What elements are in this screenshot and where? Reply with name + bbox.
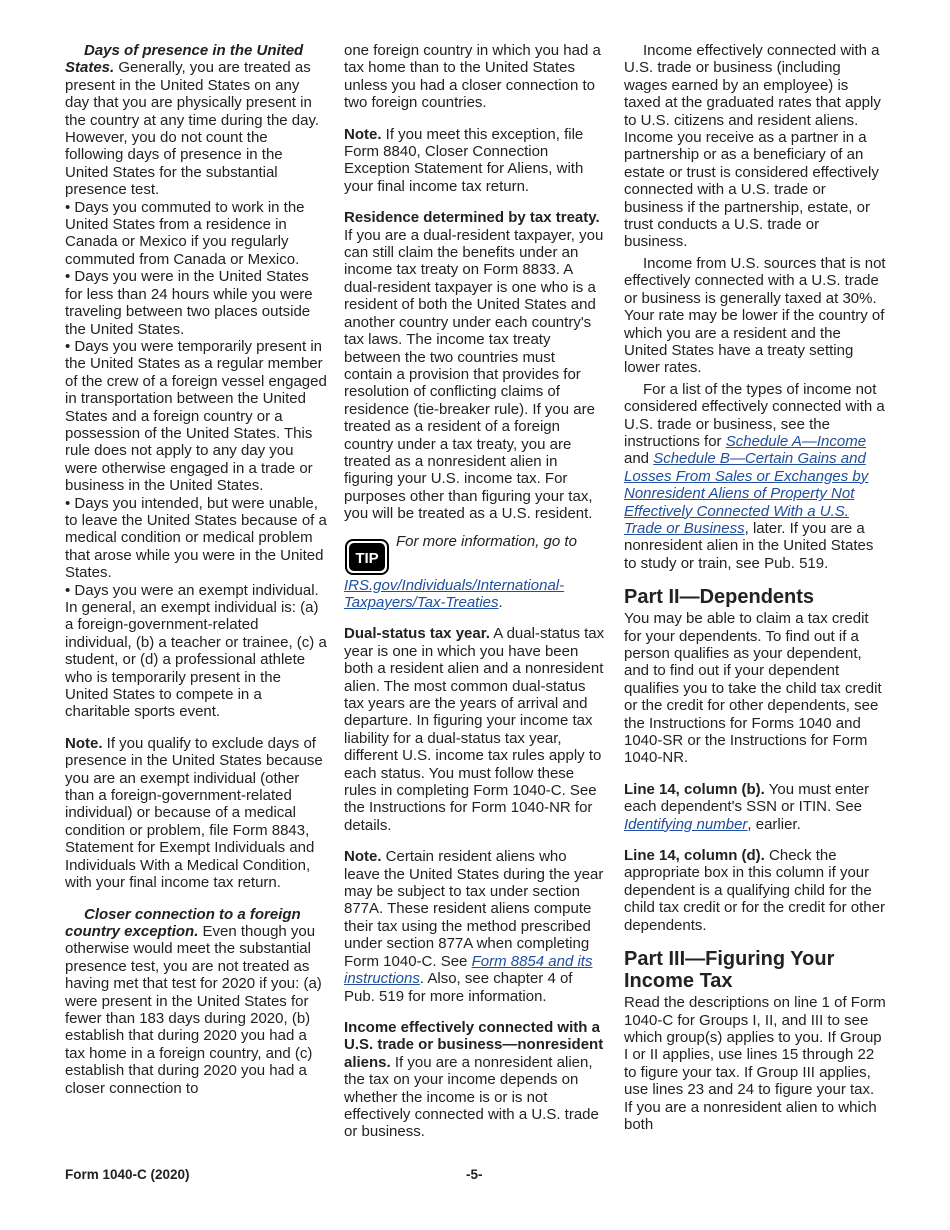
treaty-heading: Residence determined by tax treaty. xyxy=(344,209,600,227)
dual-status-heading: Dual-status tax year. xyxy=(344,625,490,643)
part-3-body: Read the descriptions on line 1 of Form 1040-C for Groups I, II, and III to see which group(s) applies to you. If Group I or II applies, use lines 15 through 22 to figure your tax. If Group III applies, use lines 23 and 24 to figure your tax. If you are a nonresident alien to which both xyxy=(624,994,886,1133)
note-body: If you meet this exception, file Form 8840, Closer Connection Exception Statement for Aliens, with your final income tax return. xyxy=(344,125,584,195)
presence-paragraph xyxy=(65,42,327,199)
tip-text: For more information, go to xyxy=(396,532,577,550)
line-14d-body: Check the appropriate box in this column if your dependent is a qualifying child for the child tax credit or for the credit for other dependents. xyxy=(624,847,885,934)
dual-status-body: A dual-status tax year is one in which you have been both a resident alien and a nonresident alien. The most common dual-status tax years are the years of arrival and departure. In figuring your income tax liability for a dual-status tax year, different U.S. income tax rules apply to each status. You must follow these rules in completing Form 1040-C. See the Instructions for Form 1040-NR for details. xyxy=(344,625,605,834)
identifying-number-link[interactable]: Identifying number xyxy=(624,815,748,833)
fdap-paragraph: Income from U.S. sources that is not effectively connected with a U.S. trade or business is generally taxed at 30%. Your rate may be lower if the country of which you are a resident and the United States have a treaty setting lower rates. xyxy=(624,254,886,377)
eci-body: If you are a nonresident alien, the tax on your income depends on whether the income is or is not effectively connected with a U.S. trade or business. xyxy=(344,1053,599,1141)
line-14b-paragraph xyxy=(624,781,886,833)
schedule-a-link[interactable]: Schedule A—Income xyxy=(725,432,867,450)
column-1 xyxy=(65,42,327,1097)
continued-paragraph: one foreign country in which you had a tax home than to the United States unless you had a closer connection to two foreign countries. xyxy=(344,42,601,112)
eci-rates-paragraph: Income effectively connected with a U.S. trade or business (including wages earned by an employee) is taxed at the graduated rates that apply to U.S. citizens and resident aliens. Income you receive as a partner in a partnership or as a beneficiary of an estate or trust is considered effectively connected with a U.S. trade or business if the partnership, estate, or trust conducts a U.S. trade or business. xyxy=(624,42,881,251)
line-14d-heading: Line 14, column (d). xyxy=(624,847,765,865)
bullet-crew: • Days you were temporarily present in the United States as a regular member of the crew of a foreign vessel engaged in transportation between the United States and a foreign country or a possession of the United States. This rule does not apply to any day you were otherwise engaged in a trade or business in the United States. xyxy=(65,338,327,495)
note-8840-paragraph xyxy=(344,126,606,196)
closer-connection-paragraph xyxy=(65,906,327,1097)
bullet-exempt: • Days you were an exempt individual. In general, an exempt individual is: (a) a foreign-government-related individual, (b) a teacher or trainee, (c) a student, or (d) a professional athlete who is temporarily present in the United States to compete in a charitable sports event. xyxy=(65,582,327,721)
tip-icon xyxy=(344,537,390,577)
closer-connection-heading: Closer connection to a foreign country exception. xyxy=(65,905,301,940)
line-14b-heading: Line 14, column (b). xyxy=(624,780,765,798)
treaty-paragraph xyxy=(344,209,606,522)
tip-box xyxy=(344,533,606,612)
schedule-b-link[interactable]: Schedule B—Certain Gains and Losses From Sales or Exchanges by Nonresident Aliens of Property Not Effectively Connected With a U.S. Trade or Business xyxy=(624,450,869,537)
line-14d-paragraph xyxy=(624,847,886,934)
form-footer: Form 1040-C (2020) xyxy=(65,1167,190,1182)
note-heading: Note. xyxy=(344,848,382,866)
note-exempt-paragraph xyxy=(65,735,327,892)
line-14b-end: , earlier. xyxy=(747,815,801,833)
bullet-transit: • Days you were in the United States for less than 24 hours while you were traveling between two places outside the United States. xyxy=(65,268,327,338)
part-3-heading: Part III—Figuring Your Income Tax xyxy=(624,948,835,993)
part-2-body: You may be able to claim a tax credit for your dependents. To find out if a person qualifies as your dependent, and to find out if your dependent qualifies you to take the child tax credit or the credit for other dependents, see the Instructions for Forms 1040 and 1040-SR or the Instructions for Form 1040-NR. xyxy=(624,610,882,767)
closer-connection-body: Even though you otherwise would meet the substantial presence test, you are not treated as having met that test for 2020 if you: (a) were present in the United States for fewer than 183 days during 2020, (b) establish that during 2020 you had a tax home in a foreign country, and (c) establish that during 2020 you had a closer connection to xyxy=(65,922,322,1097)
bullet-commute: • Days you commuted to work in the United States from a residence in Canada or Mexico if you regularly commuted from Canada or Mexico. xyxy=(65,199,327,269)
note-body: If you qualify to exclude days of presence in the United States because you are an exempt individual (other than a foreign-government-related individual) or because of a medical condition or problem, file Form 8843, Statement for Exempt Individuals and Individuals With a Medical Condition, with your final income tax return. xyxy=(65,734,323,892)
income-types-end: , later. If you are a nonresident alien in the United States to study or train, see Pub. 519. xyxy=(624,519,874,572)
page-number: -5- xyxy=(466,1167,483,1182)
note-877a-paragraph xyxy=(344,848,606,1005)
presence-body: Generally, you are treated as present in the United States on any day that you are physically present in the country at any time during the day. However, you do not count the following days of presence in the United States for the substantial presence test. xyxy=(65,59,320,199)
note-heading: Note. xyxy=(344,125,382,143)
income-types-start: For a list of the types of income not considered effectively connected with a U.S. trade or business, see the instructions for xyxy=(624,380,885,450)
tax-treaties-link[interactable]: IRS.gov/Individuals/International-Taxpayers/Tax-Treaties xyxy=(344,576,565,611)
tip-label: TIP xyxy=(355,549,379,567)
line-14b-body: You must enter each dependent's SSN or ITIN. See xyxy=(624,780,870,816)
eci-paragraph xyxy=(344,1019,606,1141)
form-8854-link[interactable]: Form 8854 and its instructions xyxy=(344,952,593,988)
note-body: Certain resident aliens who leave the United States during the year may be subject to tax under section 877A. These resident aliens compute their tax using the method prescribed under section 877A when completing Form 1040-C. See xyxy=(344,848,604,970)
and-text: and xyxy=(624,450,650,468)
note-heading: Note. xyxy=(65,734,103,752)
income-types-paragraph xyxy=(624,381,886,572)
presence-heading: Days of presence in the United States. xyxy=(65,42,304,77)
treaty-body: If you are a dual-resident taxpayer, you can still claim the benefits under an income tax treaty on Form 8833. A dual-resident taxpayer is one who is a resident of both the United States and another country under each country's tax laws. The income tax treaty between the two countries must contain a provision that provides for resolution of conflicting claims of residence (tie-breaker rule). If you are treated as a resident of a foreign country under a tax treaty, you are treated as a nonresident alien in figuring your U.S. income tax. For purposes other than figuring your tax, you will be treated as a U.S. resident. xyxy=(344,226,604,523)
eci-heading: Income effectively connected with a U.S. trade or business—nonresident aliens. xyxy=(344,1018,604,1071)
bullet-medical: • Days you intended, but were unable, to leave the United States because of a medical condition or medical problem that arose while you were in the United States. xyxy=(65,495,327,582)
column-2 xyxy=(344,42,606,1141)
note-end: . Also, see chapter 4 of Pub. 519 for more information. xyxy=(344,970,573,1005)
tip-period: . xyxy=(498,593,503,611)
dual-status-paragraph xyxy=(344,625,606,834)
part-2-heading: Part II—Dependents xyxy=(624,586,815,609)
column-3 xyxy=(624,42,886,1133)
